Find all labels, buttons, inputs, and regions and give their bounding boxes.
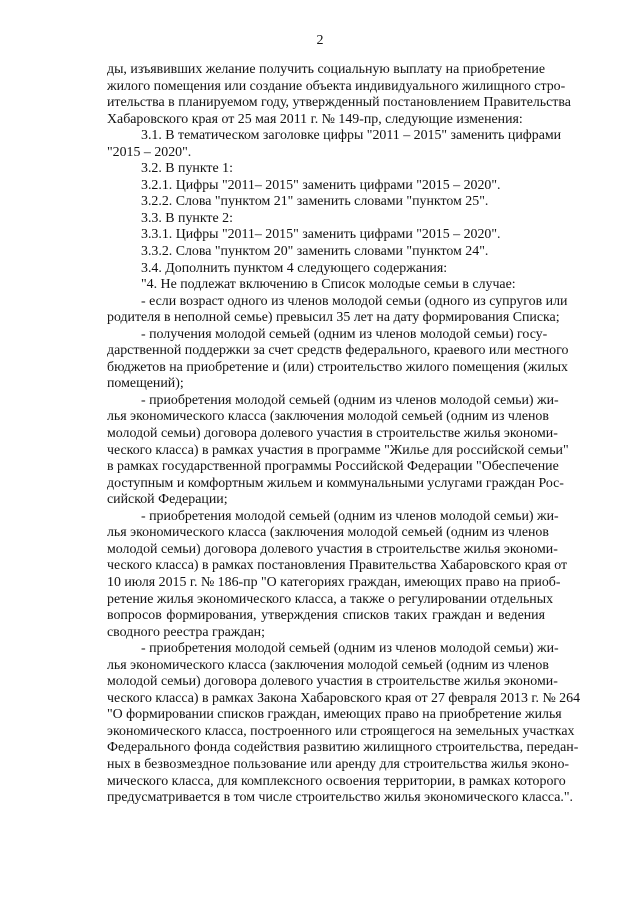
- text-line: [107, 128, 562, 145]
- text-line-content: лья экономического класса (заключения молодой семьей (одним из членов: [107, 409, 549, 425]
- text-line-content: 3.2. В пункте 1:: [141, 161, 233, 177]
- text-line-content: ческого класса) в рамках участия в программе "Жилье для российской семьи": [107, 442, 569, 458]
- text-line: [107, 227, 545, 244]
- text-line: [107, 625, 545, 642]
- text-line: [107, 161, 545, 178]
- text-line: [107, 261, 545, 278]
- text-line-content: - приобретения молодой семьей (одним из членов молодой семьи) жи-: [141, 392, 559, 408]
- text-line: [107, 392, 559, 410]
- text-line-content: Хабаровского края от 25 мая 2011 г. № 149-пр, следующие изменения:: [107, 111, 523, 127]
- text-line-content: сводного реестра граждан;: [107, 624, 265, 640]
- text-line: [107, 359, 568, 377]
- text-line: [107, 773, 566, 791]
- text-line-content: ительства в планируемом году, утвержденный постановлением Правительства: [107, 95, 571, 111]
- text-line-content: ды, изъявивших желание получить социальную выплату на приобретение: [107, 62, 545, 77]
- text-line: [107, 790, 573, 807]
- text-line: [107, 690, 581, 708]
- text-line: [107, 541, 558, 559]
- text-line: [107, 409, 549, 426]
- text-line-content: "2015 – 2020".: [107, 144, 192, 160]
- text-line: [107, 376, 545, 393]
- text-line-content: молодой семьи) договора долевого участия в строительстве жилья экономи-: [107, 674, 558, 690]
- text-line: [107, 740, 579, 757]
- text-line-content: дарственной поддержки за счет средств федерального, краевого или местного: [107, 343, 569, 359]
- text-line: [107, 525, 549, 542]
- text-line-content: ных в безвозмездное пользование или аренду для строительства жилья эконо-: [107, 756, 570, 772]
- text-line: [107, 95, 571, 112]
- text-line: [107, 78, 566, 96]
- text-line-content: сийской Федерации;: [107, 492, 228, 508]
- text-line-content: ческого класса) в рамках постановления Правительства Хабаровского края от: [107, 558, 568, 574]
- text-line-content: доступным и комфортным жильем и коммунальными услугами граждан Рос-: [107, 475, 564, 491]
- document-body: [107, 62, 581, 807]
- text-line: [107, 343, 569, 360]
- text-line: [107, 674, 558, 691]
- text-line-content: молодой семьи) договора долевого участия в строительстве жилья экономи-: [107, 426, 558, 442]
- text-line: [107, 608, 545, 625]
- text-line-content: ретение жилья экономического класса, а также о регулировании отдельных: [107, 591, 554, 607]
- text-line-content: 10 июля 2015 г. № 186-пр "О категориях граждан, имеющих право на приоб-: [107, 574, 561, 590]
- text-line-content: в рамках государственной программы Российской Федерации "Обеспечение: [107, 459, 559, 475]
- text-line: [107, 244, 545, 261]
- text-line: [107, 310, 560, 327]
- text-line-content: мического класса, для комплексного освоения территории, в рамках которого: [107, 773, 566, 789]
- text-line: [107, 211, 545, 228]
- text-line: [107, 459, 559, 476]
- text-line: [107, 178, 545, 195]
- text-line-content: лья экономического класса (заключения молодой семьей (одним из членов: [107, 657, 549, 673]
- text-line: [107, 641, 559, 658]
- text-line-content: ческого класса) в рамках Закона Хабаровского края от 27 февраля 2013 г. № 264: [107, 690, 581, 706]
- text-line-content: экономического класса, построенного или строящегося на земельных участках: [107, 723, 575, 739]
- text-line-content: 3.4. Дополнить пунктом 4 следующего содержания:: [141, 260, 448, 276]
- text-line: [107, 442, 569, 460]
- text-line: [107, 194, 545, 211]
- text-line: [107, 657, 549, 675]
- text-line-content: жилого помещения или создание объекта индивидуального жилищного стро-: [107, 78, 566, 94]
- text-line-content: предусматривается в том числе строительство жилья экономического класса.".: [107, 790, 573, 806]
- text-line: [107, 112, 545, 129]
- text-line: [107, 756, 570, 774]
- text-line-content: 3.2.1. Цифры "2011– 2015" заменить цифрами "2015 – 2020".: [141, 177, 501, 193]
- page-number: 2: [316, 33, 324, 48]
- text-line-content: вопросов формирования, утверждения списков таких граждан и ведения: [107, 608, 545, 624]
- text-line-content: 3.3.1. Цифры "2011– 2015" заменить цифрами "2015 – 2020".: [141, 227, 501, 243]
- text-line-content: помещений);: [107, 376, 184, 392]
- text-line-content: бюджетов на приобретение и (или) строительство жилого помещения (жилых: [107, 359, 568, 375]
- text-line: [107, 293, 568, 311]
- text-line: [107, 591, 554, 609]
- text-line: [107, 707, 562, 724]
- text-line: [107, 475, 564, 493]
- text-line: [107, 277, 545, 294]
- text-line: [107, 145, 545, 162]
- text-line-content: Федерального фонда содействия развитию жилищного строительства, передан-: [107, 740, 579, 756]
- text-line-content: "4. Не подлежат включению в Список молодые семьи в случае:: [141, 277, 516, 293]
- text-line: [107, 426, 558, 443]
- text-line: [107, 62, 545, 79]
- text-line-content: родителя в неполной семье) превысил 35 лет на дату формирования Списка;: [107, 310, 560, 326]
- text-line-content: - приобретения молодой семьей (одним из членов молодой семьи) жи-: [141, 508, 559, 524]
- text-line-content: 3.1. В тематическом заголовке цифры "2011 – 2015" заменить цифрами: [141, 128, 562, 144]
- text-line: [107, 723, 575, 741]
- text-line-content: 3.3.2. Слова "пунктом 20" заменить словами "пунктом 24".: [141, 244, 489, 260]
- text-line-content: - если возраст одного из членов молодой семьи (одного из супругов или: [141, 293, 568, 309]
- text-line-content: 3.2.2. Слова "пунктом 21" заменить словами "пунктом 25".: [141, 194, 489, 210]
- text-line-content: 3.3. В пункте 2:: [141, 210, 233, 226]
- text-line: [107, 508, 559, 526]
- text-line: [107, 326, 548, 344]
- text-line-content: лья экономического класса (заключения молодой семьей (одним из членов: [107, 525, 549, 541]
- text-line-content: - получения молодой семьей (одним из членов молодой семьи) госу-: [141, 326, 548, 342]
- text-line-content: "О формировании списков граждан, имеющих право на приобретение жилья: [107, 707, 562, 723]
- text-line: [107, 558, 568, 575]
- text-line: [107, 574, 561, 592]
- text-line: [107, 492, 545, 509]
- text-line-content: - приобретения молодой семьей (одним из членов молодой семьи) жи-: [141, 641, 559, 657]
- text-line-content: молодой семьи) договора долевого участия в строительстве жилья экономи-: [107, 541, 558, 557]
